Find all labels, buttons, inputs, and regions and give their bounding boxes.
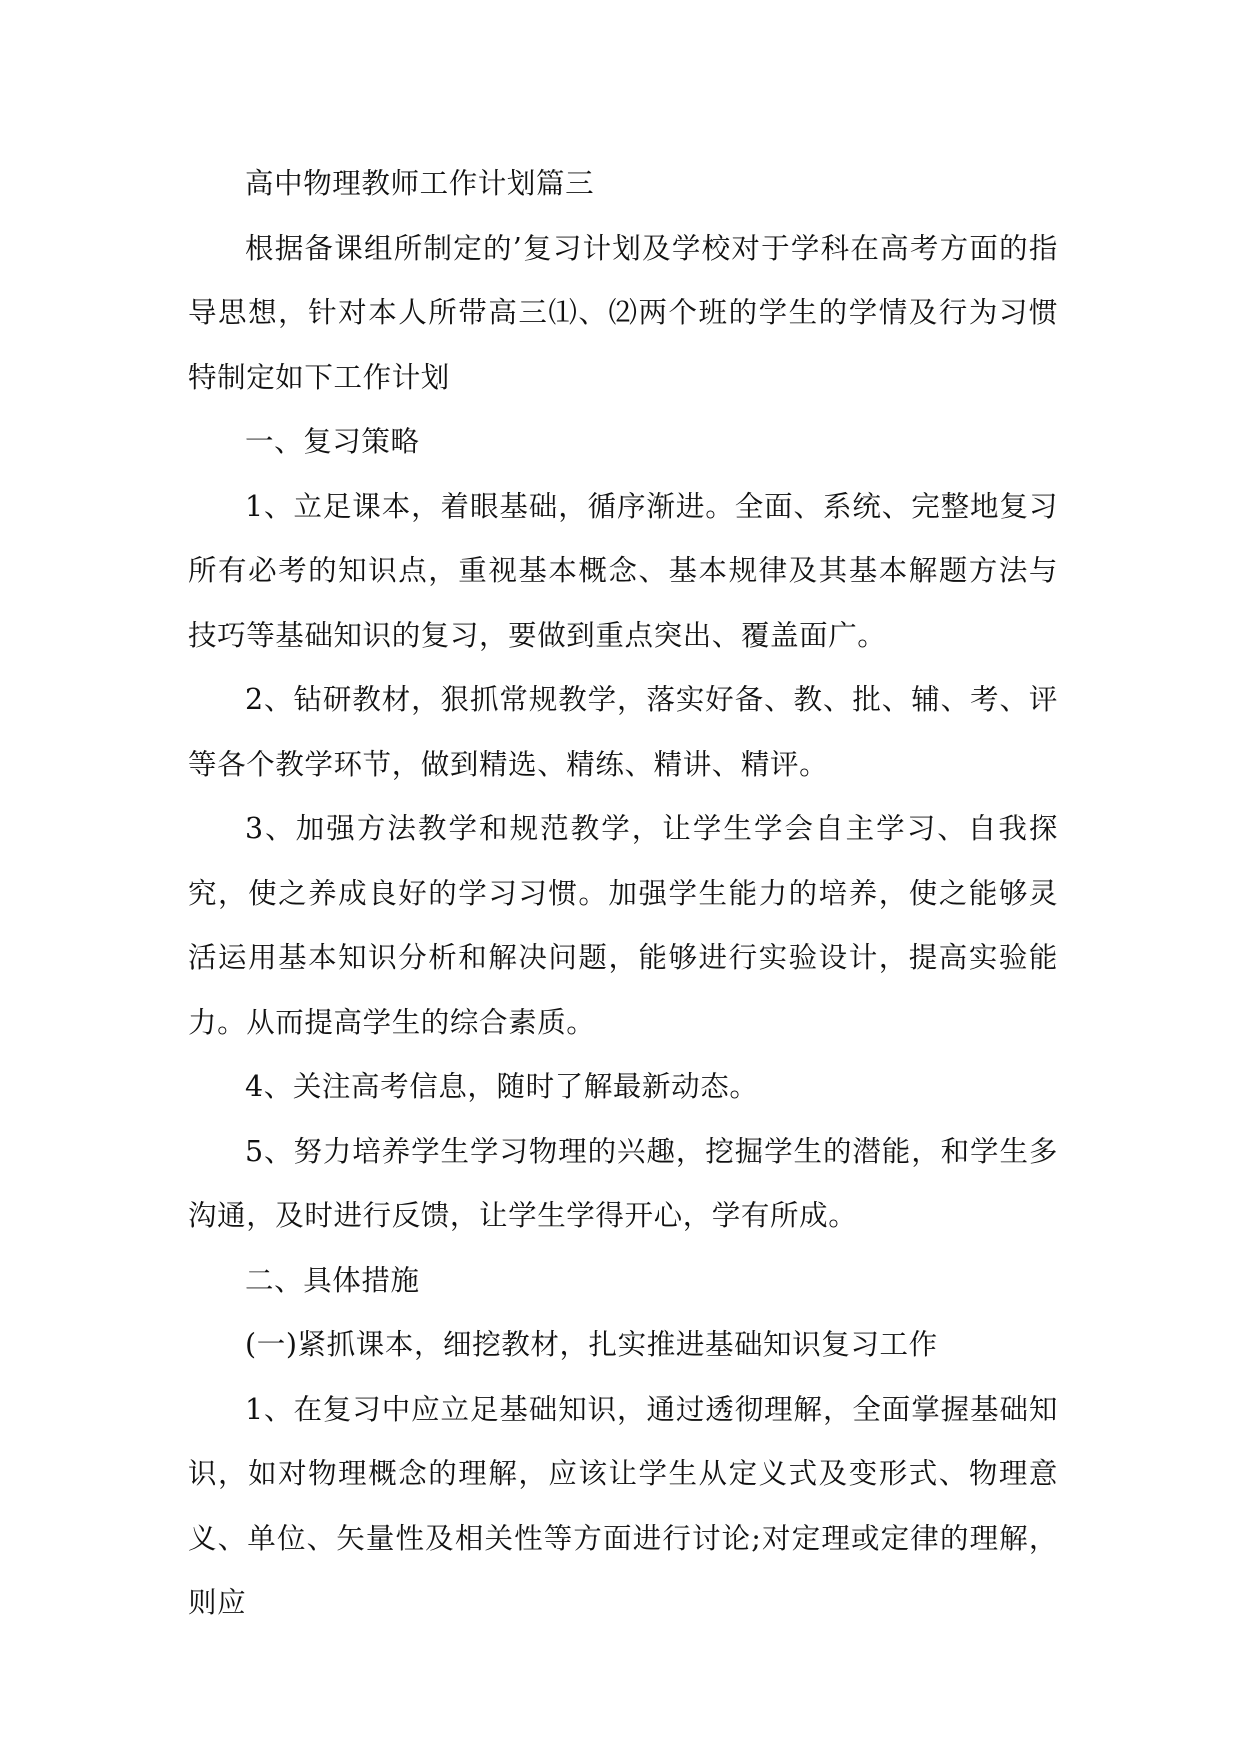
measure-item-1: 1、在复习中应立足基础知识，通过透彻理解，全面掌握基础知识，如对物理概念的理解，应该让学生从定义式及变形式、物理意义、单位、矢量性及相关性等方面进行讨论;对定理或定律的理解，则应 xyxy=(188,1392,1058,1619)
document-title: 高中物理教师工作计划篇三 xyxy=(245,167,595,200)
strategy-item-5: 5、努力培养学生学习物理的兴趣，挖掘学生的潜能，和学生多沟通，及时进行反馈，让学生学得开心，学有所成。 xyxy=(188,1134,1058,1232)
strategy-item-2: 2、钻研教材，狠抓常规教学，落实好备、教、批、辅、考、评等各个教学环节，做到精选、精练、精讲、精评。 xyxy=(188,683,1058,781)
document-body xyxy=(188,152,1058,1636)
subsection-heading-1: (一)紧抓课本，细挖教材，扎实推进基础知识复习工作 xyxy=(245,1328,938,1361)
intro-paragraph: 根据备课组所制定的’复习计划及学校对于学科在高考方面的指导思想，针对本人所带高三⑴、⑵两个班的学生的学情及行为习惯特制定如下工作计划 xyxy=(188,231,1058,394)
section-heading-review-strategy: 一、复习策略 xyxy=(245,425,420,458)
section-heading-measures: 二、具体措施 xyxy=(245,1263,420,1297)
strategy-item-1: 1、立足课本，着眼基础，循序渐进。全面、系统、完整地复习所有必考的知识点，重视基本概念、基本规律及其基本解题方法与技巧等基础知识的复习，要做到重点突出、覆盖面广。 xyxy=(188,489,1058,652)
strategy-item-3: 3、加强方法教学和规范教学，让学生学会自主学习、自我探究，使之养成良好的学习习惯。加强学生能力的培养，使之能够灵活运用基本知识分析和解决问题，能够进行实验设计，提高实验能力。从而提高学生的综合素质。 xyxy=(188,812,1058,1039)
strategy-item-4: 4、关注高考信息，随时了解最新动态。 xyxy=(245,1070,759,1103)
